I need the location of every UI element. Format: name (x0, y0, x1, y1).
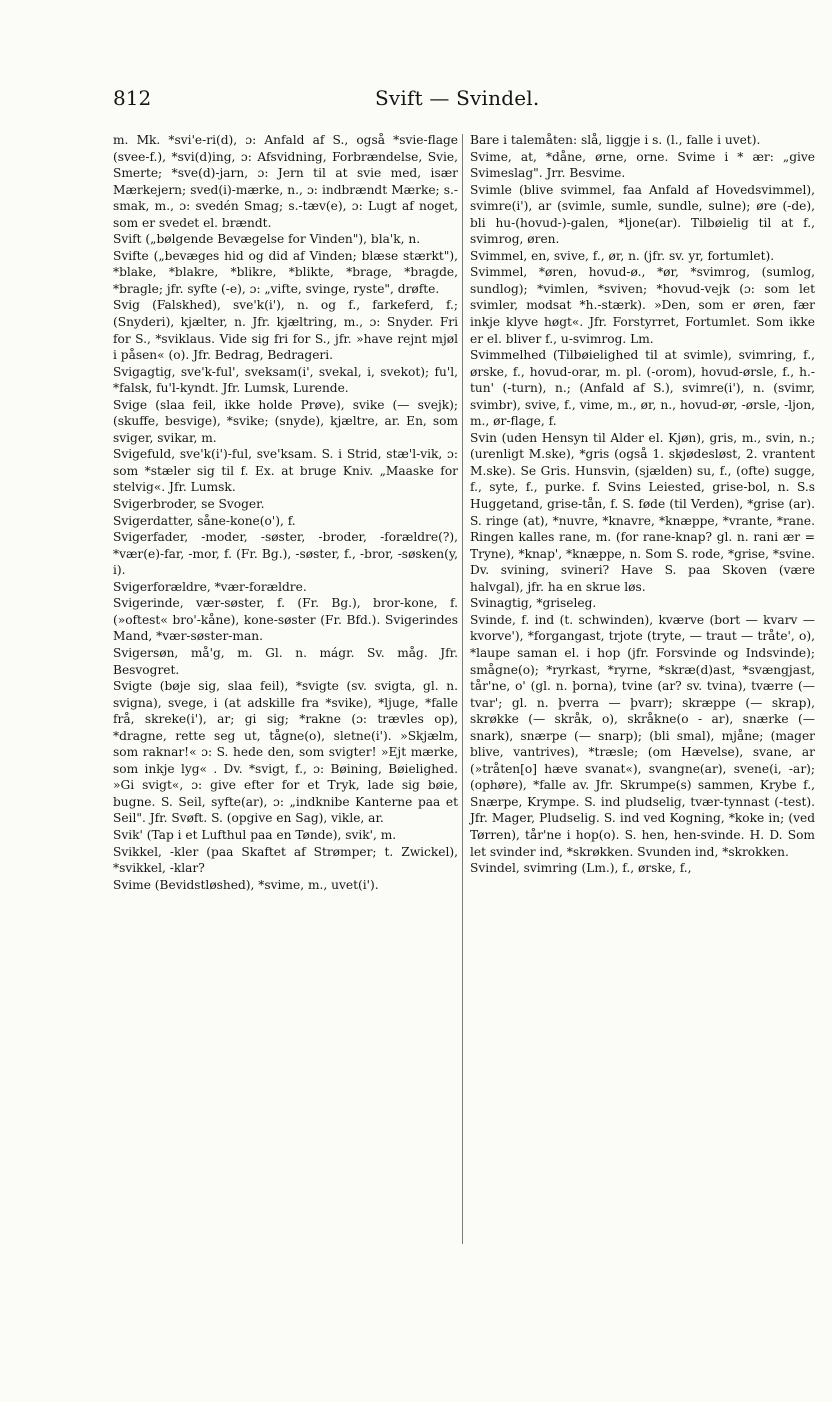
dictionary-entry: Svimmel, *øren, hovud-ø., *ør, *svimrog, (sumlog, sundlog); *vimlen, *sviven; *hovud-vejk (ɔ: som let svimler, modsat *h.-stærk). »Den, som er øren, fær inkje klyve høgt«. Jfr. Forstyrret, Fortumlet. Som ikke er el. bliver f., u-svimrog. Lm. (470, 265, 815, 346)
dictionary-entry: Svigerdatter, såne-kone(o'), f. (113, 513, 296, 528)
page-header (113, 86, 753, 120)
dictionary-entry: Svindel, svimring (Lm.), f., ørske, f., (470, 861, 692, 876)
column-divider (462, 134, 463, 1244)
dictionary-entry: Svigte (bøje sig, slaa feil), *svigte (sv. svigta, gl. n. svigna), svege, i (at adskille fra *svike), *ljuge, *falle frå, skreke(i'), ar; gi sig; *rakne (ɔ: trævles op), *dragne, rette seg ut, tågne(o), sletne(i'). »Skjælm, som raknar!« ɔ: S. hede den, som svigter! »Ejt mærke, som inkje lyg« . Dv. *svigt, f., ɔ: Bøining, Bøielighed. »Gi svigt«, ɔ: give efter for et Tryk, lade sig bøie, bugne. S. Seil, syfte(ar), ɔ: „indknibe Kanterne paa et Seil". Jfr. Svøft. S. (opgive en Sag), vikle, ar. (113, 679, 458, 826)
page-number: 812 (113, 86, 152, 110)
dictionary-entry: Svift („bølgende Bevægelse for Vinden"), bla'k, n. (113, 232, 421, 247)
dictionary-entry: Svigerforældre, *vær-forældre. (113, 579, 307, 594)
dictionary-entry: Svigagtig, sve'k-ful', sveksam(i', svekal, i, svekot); fu'l, *falsk, fu'l-kyndt. Jfr. Lumsk, Lurende. (113, 364, 458, 396)
dictionary-entry: Svime, at, *dåne, ørne, orne. Svime i * ær: „give Svimeslag". Jrr. Besvime. (470, 149, 815, 181)
dictionary-entry: Svig (Falskhed), sve'k(i'), n. og f., farkeferd, f.; (Snyderi), kjælter, n. Jfr. kjæltring, m., ɔ: Snyder. Fri for S., *sviklaus. Vide sig fri for S., jfr. »have rejnt mjøl i påsen« (o). Jfr. Bedrag, Bedrageri. (113, 298, 458, 363)
dictionary-entry: Svik' (Tap i et Lufthul paa en Tønde), svik', m. (113, 827, 397, 842)
dictionary-entry: Svigerfader, -moder, -søster, -broder, -forældre(?), *vær(e)-far, -mor, f. (Fr. Bg.), -søster, f., -bror, -søsken(y, i). (113, 530, 458, 578)
dictionary-entry: Svimle (blive svimmel, faa Anfald af Hovedsvimmel), svimre(i'), ar (svimle, sumle, sundle, sulne); øre (-de), bli hu-(hovud-)-galen, *ljone(ar). Tilbøielig til at f., svimrog, øren. (470, 182, 815, 247)
dictionary-entry: Svinde, f. ind (t. schwinden), kværve (bort — kvarv — kvorve'), *forgangast, trjote (tryte, — traut — tråte', o), *laupe saman el. i hop (jfr. Forsvinde og Indsvinde); smågne(o); *ryrkast, *ryrne, *skræ(d)ast, *svængjast, tår'ne, o' (gl. n. þorna), tvine (ar? sv. tvina), tværre (— tvar'; gl. n. þverra — þvarr); skræppe (— skrap), skrøkke (— skråk, o), skråkne(o - ar), snærke (— snark), snærpe (— snarp); (bli smal), mjåne; (mager blive, vantrives), *træsle; (om Hævelse), svane, ar (»tråten[o] hæve svanat«), svangne(ar), svene(i, -ar); (ophøre), *falle av. Jfr. Skrumpe(s) sammen, Krybe f., Snærpe, Krympe. S. ind pludselig, tvær-tynnast (-test). Jfr. Mager, Pludselig. S. ind ved Kogning, *koke in; (ved Tørren), tår'ne i hop(o). S. hen, hen-svinde. H. D. Som let svinder ind, *skrøkken. Svunden ind, *skrokken. (470, 612, 815, 859)
dictionary-entry: Svinagtig, *griseleg. (470, 596, 597, 611)
dictionary-entry: Svigerinde, vær-søster, f. (Fr. Bg.), bror-kone, f. (»oftest« bro'-kåne), kone-søster (Fr. Bfd.). Svigerindes Mand, *vær-søster-man. (113, 596, 458, 644)
running-title: Svift — Svindel. (375, 86, 540, 110)
dictionary-entry: Bare i talemåten: slå, liggje i s. (l., falle i uvet). (470, 133, 761, 147)
left-column (113, 132, 458, 893)
dictionary-entry: m. Mk. *svi'e-ri(d), ɔ: Anfald af S., også *svie-flage (svee-f.), *svi(d)ing, ɔ: Afsvidning, Forbrændelse, Svie, Smerte; *sve(d)-jarn, ɔ: Jern til at svie med, især Mærkejern; sved(i)-mærke, n., ɔ: indbrændt Mærke; s.-smak, m., ɔ: svedén Smag; s.-tæv(e), ɔ: Lugt af noget, som er svedet el. brændt. (113, 133, 458, 230)
dictionary-entry: Svifte („bevæges hid og did af Vinden; blæse stærkt"), *blake, *blakre, *blikre, *blikte, *brage, *bragde, *bragle; jfr. syfte (-e), ɔ: „vifte, svinge, ryste", drøfte. (113, 248, 458, 296)
dictionary-entry: Svigersøn, må'g, m. Gl. n. mágr. Sv. måg. Jfr. Besvogret. (113, 645, 458, 677)
dictionary-entry: Svigerbroder, se Svoger. (113, 497, 265, 512)
right-column (470, 132, 815, 877)
dictionary-entry: Svime (Bevidstløshed), *svime, m., uvet(i'). (113, 877, 379, 892)
dictionary-entry: Svimmelhed (Tilbøielighed til at svimle), svimring, f., ørske, f., hovud-orar, m. pl. (-orom), hovud-ørsle, f., h.-tun' (-turn), n.; (Anfald af S.), svimre(i'), n. (svimr, svimbr), svive, f., vime, m., ør, n., hovud-ør, -ørsle, -ljon, m., ør-flage, f. (470, 348, 815, 429)
dictionary-entry: Svigefuld, sve'k(i')-ful, sve'ksam. S. i Strid, stæ'l-vik, ɔ: som *stæler sig til f. Ex. at bruge Kniv. „Maaske for stelvig«. Jfr. Lumsk. (113, 447, 458, 495)
dictionary-entry: Svimmel, en, svive, f., ør, n. (jfr. sv. yr, fortumlet). (470, 248, 775, 263)
dictionary-entry: Svige (slaa feil, ikke holde Prøve), svike (— svejk); (skuffe, besvige), *svike; (snyde), kjæltre, ar. En, som sviger, svikar, m. (113, 397, 458, 445)
dictionary-entry: Svin (uden Hensyn til Alder el. Kjøn), gris, m., svin, n.; (urenligt M.ske), *gris (også 1. skjødesløst, 2. vrantent M.ske). Se Gris. Hunsvin, (sjælden) su, f., (ofte) sugge, f., syte, f., purke. f. Svins Leiested, grise-bol, n. S.s Huggetand, grise-tån, f. S. føde (til Verden), *grise (ar). S. ringe (at), *nuvre, *knavre, *knæppe, *vrante, *rane. Ringen kalles rane, m. (for rane-knap? gl. n. rani ær = Tryne), *knap', *knæppe, n. Som S. rode, *grise, *svine. Dv. svining, svineri? Have S. paa Skoven (være halvgal), jfr. ha en skrue løs. (470, 430, 815, 594)
dictionary-entry: Svikkel, -kler (paa Skaftet af Strømper; t. Zwickel), *svikkel, -klar? (113, 844, 458, 876)
